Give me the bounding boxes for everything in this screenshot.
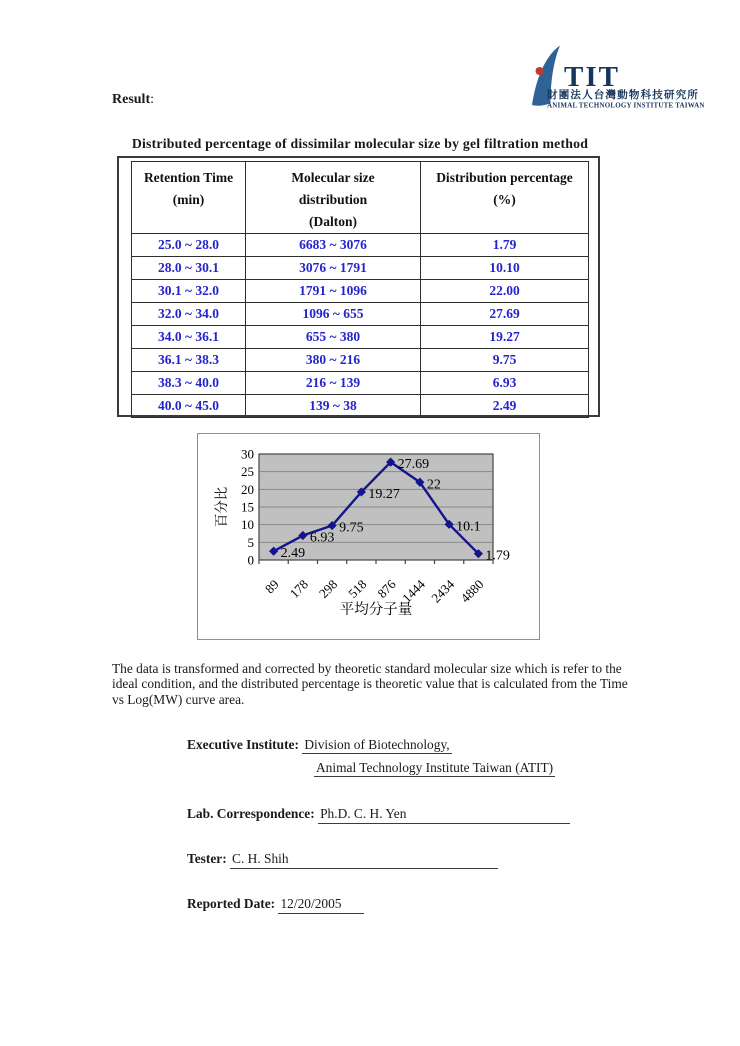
table-cell: 9.75 bbox=[421, 349, 589, 372]
table-row bbox=[132, 326, 589, 349]
data-label: 9.75 bbox=[339, 520, 364, 536]
data-label: 22 bbox=[426, 477, 441, 493]
svg-text:30: 30 bbox=[241, 446, 254, 462]
lab-correspondence-field bbox=[187, 806, 570, 824]
svg-text:178: 178 bbox=[286, 576, 311, 601]
table-row bbox=[132, 257, 589, 280]
y-axis-tick-labels bbox=[241, 447, 254, 568]
lab-correspondence-value: Ph.D. C. H. Yen bbox=[318, 806, 570, 824]
table-cell: 36.1 ~ 38.3 bbox=[132, 349, 246, 372]
svg-text:15: 15 bbox=[241, 499, 254, 515]
svg-text:89: 89 bbox=[261, 576, 282, 597]
svg-text:0: 0 bbox=[247, 552, 254, 568]
results-table-frame bbox=[117, 156, 600, 417]
table-cell: 40.0 ~ 45.0 bbox=[132, 395, 246, 418]
table-cell: 25.0 ~ 28.0 bbox=[132, 234, 246, 257]
table-title: Distributed percentage of dissimilar molecular size by gel filtration method bbox=[131, 136, 589, 151]
column-header: Retention Time (min) bbox=[132, 162, 246, 234]
logo-chinese-name: 財團法人台灣動物科技研究所 bbox=[547, 90, 700, 101]
table-cell: 27.69 bbox=[421, 303, 589, 326]
svg-text:25: 25 bbox=[241, 464, 254, 480]
table-cell: 22.00 bbox=[421, 280, 589, 303]
reported-date-field bbox=[187, 896, 364, 914]
column-header: Molecular size distribution (Dalton) bbox=[246, 162, 421, 234]
data-label: 6.93 bbox=[309, 530, 335, 546]
table-row bbox=[132, 280, 589, 303]
table-cell: 139 ~ 38 bbox=[246, 395, 421, 418]
result-heading bbox=[112, 92, 154, 108]
table-row bbox=[132, 372, 589, 395]
executive-institute-field bbox=[187, 737, 452, 753]
table-cell: 19.27 bbox=[421, 326, 589, 349]
table-cell: 32.0 ~ 34.0 bbox=[132, 303, 246, 326]
x-axis-title: 平均分子量 bbox=[339, 602, 413, 618]
svg-text:1444: 1444 bbox=[399, 576, 428, 606]
tester-field bbox=[187, 851, 498, 869]
tester-value: C. H. Shih bbox=[230, 851, 498, 869]
table-cell: 6683 ~ 3076 bbox=[246, 234, 421, 257]
data-label: 2.49 bbox=[280, 546, 306, 562]
table-cell: 6.93 bbox=[421, 372, 589, 395]
table-row bbox=[132, 234, 589, 257]
svg-text:4880: 4880 bbox=[457, 576, 487, 606]
executive-institute-value-line2: Animal Technology Institute Taiwan (ATIT) bbox=[316, 760, 554, 775]
svg-text:876: 876 bbox=[374, 576, 399, 601]
column-header: Distribution percentage (%) bbox=[421, 162, 589, 234]
table-row bbox=[132, 303, 589, 326]
atit-logo bbox=[523, 44, 705, 110]
table-cell: 655 ~ 380 bbox=[246, 326, 421, 349]
data-label: 27.69 bbox=[397, 457, 430, 473]
svg-text:2434: 2434 bbox=[428, 576, 458, 606]
lab-correspondence-label: Lab. Correspondence: bbox=[187, 806, 315, 821]
data-label: 19.27 bbox=[368, 486, 400, 502]
table-cell: 38.3 ~ 40.0 bbox=[132, 372, 246, 395]
table-cell: 34.0 ~ 36.1 bbox=[132, 326, 246, 349]
atit-logo-canvas bbox=[523, 44, 705, 110]
svg-text:20: 20 bbox=[241, 481, 254, 497]
reported-date-label: Reported Date: bbox=[187, 896, 276, 911]
svg-text:518: 518 bbox=[345, 576, 370, 601]
svg-text:10: 10 bbox=[241, 517, 254, 533]
chart-canvas bbox=[198, 434, 538, 638]
data-label: 1.79 bbox=[485, 548, 510, 564]
table-header-row bbox=[132, 162, 589, 234]
results-table bbox=[131, 161, 589, 418]
table-cell: 216 ~ 139 bbox=[246, 372, 421, 395]
table-row bbox=[132, 349, 589, 372]
data-label: 10.1 bbox=[456, 519, 481, 535]
result-colon: : bbox=[150, 92, 155, 107]
result-label: Result bbox=[112, 92, 151, 107]
notes-paragraph: The data is transformed and corrected by theoretic standard molecular size which is refer to the ideal condition, and the distributed percentage is theoretic value that is calculated from the Time vs Log(MW) curve area. bbox=[112, 661, 628, 707]
table-cell: 380 ~ 216 bbox=[246, 349, 421, 372]
tester-label: Tester: bbox=[187, 851, 227, 866]
y-axis-title: 百分比 bbox=[214, 486, 229, 528]
table-cell: 28.0 ~ 30.1 bbox=[132, 257, 246, 280]
table-cell: 1.79 bbox=[421, 234, 589, 257]
table-cell: 3076 ~ 1791 bbox=[246, 257, 421, 280]
table-cell: 2.49 bbox=[421, 395, 589, 418]
table-cell: 10.10 bbox=[421, 257, 589, 280]
table-cell: 30.1 ~ 32.0 bbox=[132, 280, 246, 303]
executive-institute-value-line1: Division of Biotechnology, bbox=[304, 737, 450, 752]
executive-institute-field-line2 bbox=[314, 760, 555, 776]
distribution-chart bbox=[197, 433, 540, 640]
executive-institute-label: Executive Institute: bbox=[187, 737, 299, 752]
table-cell: 1096 ~ 655 bbox=[246, 303, 421, 326]
table-row bbox=[132, 395, 589, 418]
logo-english-name: ANIMAL TECHNOLOGY INSTITUTE TAIWAN bbox=[547, 101, 705, 110]
logo-red-dot-icon bbox=[536, 67, 544, 75]
svg-text:298: 298 bbox=[315, 576, 341, 601]
logo-brand-text: TIT bbox=[564, 61, 620, 93]
table-cell: 1791 ~ 1096 bbox=[246, 280, 421, 303]
reported-date-value: 12/20/2005 bbox=[278, 896, 364, 914]
svg-text:5: 5 bbox=[247, 534, 254, 550]
